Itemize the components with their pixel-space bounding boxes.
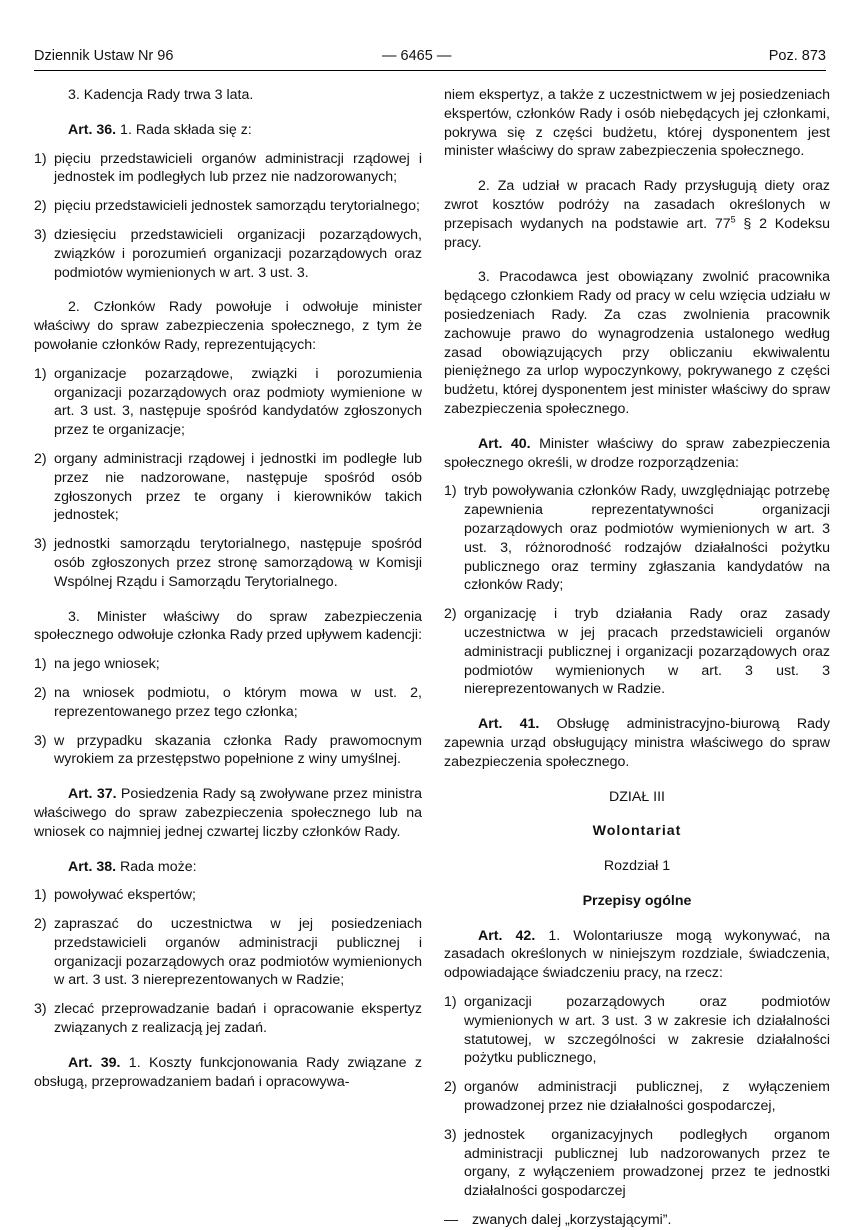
paragraph-kadencja: 3. Kadencja Rady trwa 3 lata. <box>68 87 254 103</box>
division-title: Wolontariat <box>592 823 682 840</box>
art39-paragraph: Art. 39. 1. Koszty funkcjonowania Rady związane z obsługą, przeprowadzaniem badań i opracowywa- <box>34 1054 422 1090</box>
art41-label: Art. 41. <box>478 716 540 733</box>
list-item: 3) jednostek organizacyjnych podległych organom administracji publicznej lub nadzorowanych przez te organy, z wyłączeniem prowadzonej przez te jednostki działalności gospodarczej <box>444 1126 830 1200</box>
art39-label: Art. 39. <box>68 1054 121 1071</box>
page-number: — 6465 — <box>382 48 452 64</box>
art42-label: Art. 42. <box>478 927 536 944</box>
list-item: 2) organizację i tryb działania Rady oraz zasady uczestnictwa w jej pracach przedstawicieli organów administracji publicznej i organizacji pozarządowych oraz podmiotów wymienionych w art. 3 ust. 3 niereprezentowanych w Radzie. <box>444 606 830 698</box>
left-column <box>34 86 422 1091</box>
art39-3-paragraph: 3. Pracodawca jest obowiązany zwolnić pracownika będącego członkiem Rady od pracy w celu wzięcia udziału w posiedzeniach Rady. Za czas zwolnienia pracownik zachowuje prawo do wynagrodzenia ustalonego według zasad obowiązujących przy obliczaniu ekwiwalentu pieniężnego za urlop wypoczynkowy, pokrywanego z części budżetu, której dysponentem jest minister właściwy do spraw zabezpieczenia społecznego. <box>444 269 830 417</box>
division-heading: DZIAŁ III <box>609 788 665 805</box>
art40-paragraph: Art. 40. Minister właściwy do spraw zabezpieczenia społecznego określi, w drodze rozporządzenia: <box>444 435 830 471</box>
right-column <box>444 86 830 1230</box>
list-item: 1) organizacje pozarządowe, związki i porozumienia organizacji pozarządowych oraz podmioty wymienione w art. 3 ust. 3, następuje spośród kandydatów zgłoszonych przez te organizacje; <box>34 365 422 439</box>
list-item: 1) pięciu przedstawicieli organów administracji rządowej i jednostek im podległych lub przez nie nadzorowanych; <box>34 150 422 186</box>
art39-2-paragraph: 2. Za udział w pracach Rady przysługują diety oraz zwrot kosztów podróży na zasadach określonych w przepisach wydanych na podstawie art. $77^5$ § 2 Kodeksu pracy. <box>444 178 830 251</box>
chapter-heading: Rozdział 1 <box>603 858 671 875</box>
art36-3-paragraph: 3. Minister właściwy do spraw zabezpieczenia społecznego odwołuje członka Rady przed upływem kadencji: <box>34 608 423 644</box>
list-item: 1) powoływać ekspertów; <box>34 887 196 904</box>
list-item: 3) jednostki samorządu terytorialnego, następuje spośród osób zgłoszonych przez stronę samorządową w Komisji Wspólnej Rządu i Samorządu Terytorialnego. <box>34 536 422 590</box>
list-item: 2) organów administracji publicznej, z wyłączeniem prowadzonej przez nie działalności gospodarczej, <box>444 1079 830 1115</box>
art37-paragraph: Art. 37. Posiedzenia Rady są zwoływane przez ministra właściwego do spraw zabezpieczenia społecznego lub na wniosek co najmniej jednej czwartej liczby członków Rady. <box>34 786 422 840</box>
page-header <box>34 48 826 72</box>
art37-label: Art. 37. <box>68 786 117 803</box>
list-item: 3) w przypadku skazania członka Rady prawomocnym wyrokiem za przestępstwo popełnione z winy umyślnej. <box>34 732 422 768</box>
list-item: 2) organy administracji rządowej i jednostki im podległe lub przez nie nadzorowane, następuje spośród osób zgłoszonych przez te organy i kierowników takich jednostek; <box>34 450 422 524</box>
list-item: 3) zlecać przeprowadzanie badań i opracowanie ekspertyz związanych z realizacją jej zadań. <box>34 1001 422 1037</box>
list-item: 3) dziesięciu przedstawicieli organizacji pozarządowych, związków i porozumień organizacji pozarządowych oraz podmiotów wymienionych w art. 3 ust. 3. <box>34 226 422 281</box>
position-number: Poz. 873 <box>768 48 826 64</box>
art36-label: Art. 36. <box>68 121 117 138</box>
chapter-title: Przepisy ogólne <box>582 892 692 909</box>
list-item: 1) organizacji pozarządowych oraz podmiotów wymienionych w art. 3 ust. 3 w zakresie ich działalności statutowej, w szczególności w zakresie działalności pożytku publicznego, <box>444 994 830 1067</box>
art38-paragraph: Art. 38. Rada może: <box>68 858 197 875</box>
list-item: 2) zapraszać do uczestnictwa w jej posiedzeniach przedstawicieli organów administracji publicznej i organizacji pozarządowych oraz podmiotów wymienionych w art. 3 ust. 3 niereprezentowanych w Radzie; <box>34 916 422 989</box>
art39-continuation: niem ekspertyz, a także z uczestnictwem w jej posiedzeniach ekspertów, członków Rady i osób niebędących jej członkami, pokrywa się z części budżetu, której dysponentem jest minister właściwy do spraw zabezpieczenia społecznego. <box>444 87 830 160</box>
art41-paragraph: Art. 41. Obsługę administracyjno-biurową Rady zapewnia urząd obsługujący ministra właściwego do spraw zabezpieczenia społecznego. <box>444 716 830 770</box>
art36-paragraph: Art. 36. 1. Rada składa się z: <box>68 121 252 138</box>
list-item: 1) na jego wniosek; <box>34 656 160 673</box>
list-item: 1) tryb powoływania członków Rady, uwzględniając potrzebę zapewnienia reprezentatywności organizacji pozarządowych oraz podmiotów wymienionych w art. 3 ust. 3, różnorodność rodzajów działalności pożytku publicznego oraz terminy zgłaszania kandydatów na członków Rady; <box>444 483 830 594</box>
journal-title: Dziennik Ustaw Nr 96 <box>34 48 174 64</box>
list-item: 2) pięciu przedstawicieli jednostek samorządu terytorialnego; <box>34 198 420 215</box>
art36-2-paragraph: 2. Członków Rady powołuje i odwołuje minister właściwy do spraw zabezpieczenia społecznego, z tym że powołanie członków Rady, reprezentujących: <box>34 299 422 353</box>
art42-paragraph: Art. 42. 1. Wolontariusze mogą wykonywać, na zasadach określonych w niniejszym rozdziale, świadczenia, odpowiadające świadczeniu pracy, na rzecz: <box>444 927 830 982</box>
closing-line: — zwanych dalej „korzystającymi”. <box>444 1212 672 1229</box>
list-item: 2) na wniosek podmiotu, o którym mowa w ust. 2, reprezentowanego przez tego członka; <box>34 684 422 720</box>
art38-label: Art. 38. <box>68 858 117 875</box>
art40-label: Art. 40. <box>478 435 531 452</box>
header-rule <box>34 70 826 71</box>
